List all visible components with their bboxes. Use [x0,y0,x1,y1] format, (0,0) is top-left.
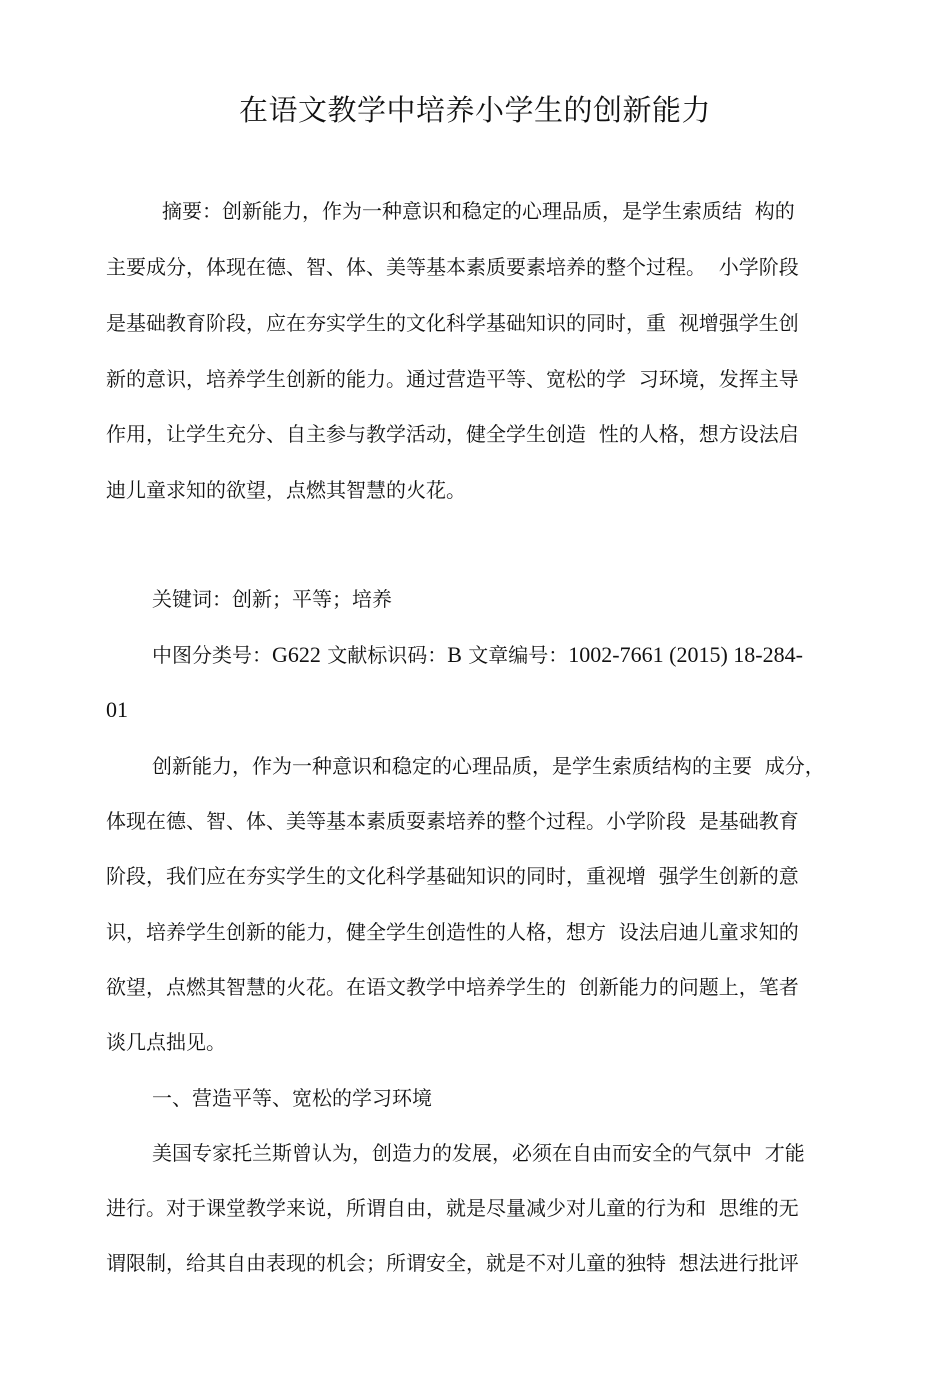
body-line: 欲望，点燃其智慧的火花。在语文教学中培养学生的 创新能力的问题上，笔者 [106,975,799,999]
abstract-line: 主要成分，体现在德、智、体、美等基本素质要素培养的整个过程。 小学阶段 [106,255,799,279]
keywords: 关键词：创新；平等；培养 [152,587,392,611]
body-line: 体现在德、智、体、美等基本素质耍素培养的整个过程。小学阶段 是基础教育 [106,809,799,833]
section-line: 美国专家托兰斯曾认为，创造力的发展，必须在自由而安全的气氛中 才能 [152,1141,805,1165]
document-title: 在语文教学中培养小学生的创新能力 [238,93,711,127]
article-no-continued: 01 [106,697,128,722]
body-line: 谈几点拙见。 [106,1030,226,1054]
section-heading: 一、营造平等、宽松的学习环境 [152,1086,432,1110]
body-line: 识，培养学生创新的能力，健全学生创造性的人格，想方 设法启迪儿童求知的 [106,920,799,944]
body-line: 阶段，我们应在夯实学生的文化科学基础知识的同时，重视增 强学生创新的意 [106,864,799,888]
abstract-line: 迪儿童求知的欲望，点燃其智慧的火花。 [106,478,466,502]
section-line: 谓限制，给其自由表现的机会；所谓安全，就是不对儿童的独特 想法进行批评 [106,1251,799,1275]
doc-id-code: B [447,642,462,667]
doc-id-label: 文献标识码： [320,643,448,667]
section-line: 进行。对于课堂教学来说，所谓自由，就是尽量减少对儿童的行为和 思维的无 [106,1196,799,1220]
body-line: 创新能力，作为一种意识和稳定的心理品质，是学生索质结构的主要 成分， [152,754,825,778]
classification-label: 中图分类号： [152,643,272,667]
abstract-line: 新的意识，培养学生创新的能力。通过营造平等、宽松的学 习环境，发挥主导 [106,367,799,391]
classification-line [152,640,803,670]
abstract-line: 摘要：创新能力，作为一种意识和稳定的心理品质，是学生索质结 构的 [162,199,795,223]
abstract-line: 是基础教育阶段，应在夯实学生的文化科学基础知识的同时，重 视增强学生创 [106,311,799,335]
article-no: 1002-7661 (2015) 18-284- [568,642,803,667]
classification-code: G622 [272,642,321,667]
abstract-line: 作用，让学生充分、自主参与教学活动，健全学生创造 性的人格，想方设法启 [106,422,799,446]
article-no-label: 文章编号： [461,643,569,667]
